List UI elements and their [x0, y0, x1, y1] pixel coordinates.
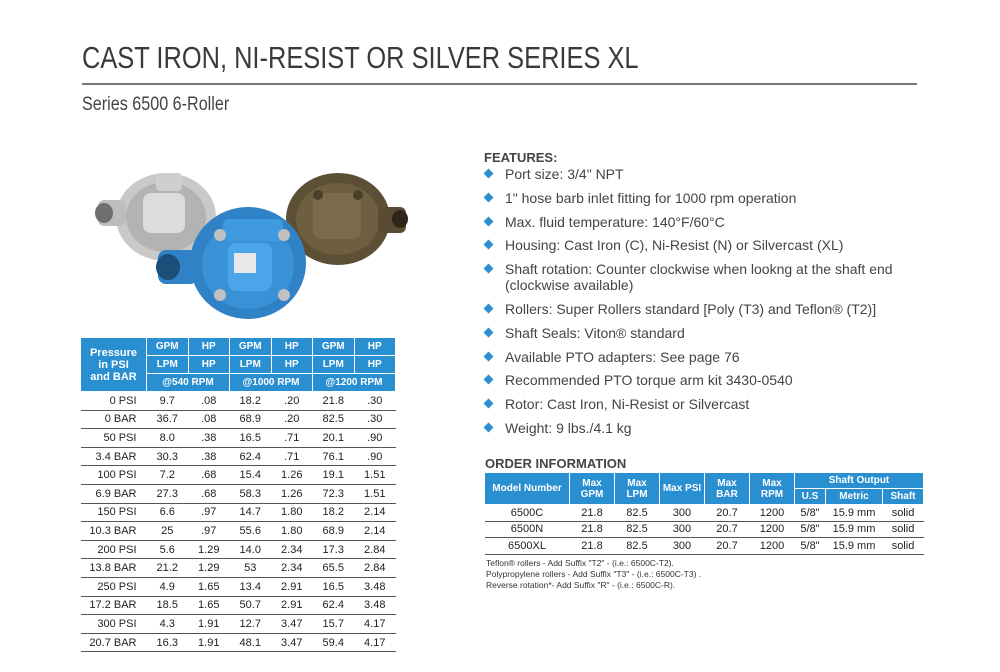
table-cell: 82.5	[313, 410, 355, 429]
order-info-heading: ORDER INFORMATION	[485, 456, 627, 471]
order-header: Max RPM	[750, 473, 795, 505]
pump-product-image	[88, 155, 408, 335]
unit-header: HP	[188, 338, 230, 356]
table-cell: .71	[271, 447, 313, 466]
table-cell: solid	[883, 505, 924, 522]
table-row	[81, 466, 396, 485]
unit-header: LPM	[147, 356, 189, 374]
diamond-bullet-icon	[484, 240, 494, 250]
table-cell: 13.4	[230, 577, 272, 596]
unit-header: HP	[354, 356, 396, 374]
table-cell: 1.26	[271, 466, 313, 485]
table-cell: .90	[354, 429, 396, 448]
order-header: Max GPM	[570, 473, 615, 505]
table-cell: 20.1	[313, 429, 355, 448]
feature-item	[484, 166, 924, 182]
feature-item	[484, 261, 924, 293]
table-cell: 1.26	[271, 484, 313, 503]
table-cell: 2.14	[354, 503, 396, 522]
table-row	[81, 392, 396, 411]
table-row	[81, 410, 396, 429]
unit-header: GPM	[230, 338, 272, 356]
pressure-label: 250 PSI	[81, 577, 147, 596]
table-row	[81, 429, 396, 448]
table-cell: 20.7	[705, 538, 750, 555]
table-cell: 2.84	[354, 559, 396, 578]
diamond-bullet-icon	[484, 327, 494, 337]
table-cell: 14.0	[230, 540, 272, 559]
table-cell: 1200	[750, 538, 795, 555]
table-cell: 20.7	[705, 521, 750, 538]
features-heading: FEATURES:	[484, 150, 558, 165]
table-cell: 18.5	[147, 596, 189, 615]
feature-item	[484, 301, 924, 317]
feature-text: Housing: Cast Iron (C), Ni-Resist (N) or Silvercast (XL)	[505, 237, 844, 254]
table-cell: .30	[354, 410, 396, 429]
table-cell: 3.48	[354, 596, 396, 615]
diamond-bullet-icon	[484, 399, 494, 409]
note-line: Teflon® rollers - Add Suffix "T2" - (i.e.: 6500C-T2).	[486, 558, 674, 568]
table-cell: 1.51	[354, 484, 396, 503]
shaft-sub-header: U.S	[795, 489, 826, 505]
table-cell: 16.3	[147, 633, 189, 652]
table-cell: 1.65	[188, 577, 230, 596]
diamond-bullet-icon	[484, 351, 494, 361]
table-row	[81, 484, 396, 503]
table-cell: 1.51	[354, 466, 396, 485]
table-cell: 5.6	[147, 540, 189, 559]
unit-header: HP	[271, 356, 313, 374]
table-cell: 4.3	[147, 615, 189, 634]
table-cell: 21.2	[147, 559, 189, 578]
table-cell: 17.3	[313, 540, 355, 559]
feature-text: Port size: 3/4" NPT	[505, 166, 624, 182]
rpm-header: @540 RPM	[147, 374, 230, 392]
unit-header: LPM	[313, 356, 355, 374]
table-row	[81, 559, 396, 578]
page-title: CAST IRON, NI-RESIST OR SILVER SERIES XL	[82, 40, 639, 75]
feature-text: Weight: 9 lbs./4.1 kg	[505, 419, 632, 436]
table-cell: 62.4	[230, 447, 272, 466]
table-cell: 1.80	[271, 522, 313, 541]
table-cell: 7.2	[147, 466, 189, 485]
table-cell: 76.1	[313, 447, 355, 466]
table-row	[485, 521, 924, 538]
table-cell: 19.1	[313, 466, 355, 485]
pressure-label: 50 PSI	[81, 429, 147, 448]
table-row	[485, 505, 924, 522]
table-row	[81, 577, 396, 596]
table-cell: 12.7	[230, 615, 272, 634]
pressure-label: 6.9 BAR	[81, 484, 147, 503]
feature-item	[484, 396, 924, 412]
feature-text: Available PTO adapters: See page 76	[505, 348, 740, 365]
pressure-header: Pressure in PSI and BAR	[81, 338, 147, 392]
table-cell: 300	[660, 538, 705, 555]
pressure-label: 20.7 BAR	[81, 633, 147, 652]
table-row	[81, 633, 396, 652]
table-cell: 6.6	[147, 503, 189, 522]
order-header: Max LPM	[615, 473, 660, 505]
diamond-bullet-icon	[484, 423, 494, 433]
table-cell: 1.91	[188, 615, 230, 634]
table-cell: .68	[188, 466, 230, 485]
pressure-performance-table	[80, 337, 396, 652]
table-cell: 82.5	[615, 505, 660, 522]
table-row	[81, 447, 396, 466]
table-cell: 20.7	[705, 505, 750, 522]
shaft-output-header: Shaft Output	[795, 473, 924, 489]
table-cell: 4.17	[354, 633, 396, 652]
table-cell: 82.5	[615, 538, 660, 555]
pressure-label: 10.3 BAR	[81, 522, 147, 541]
feature-item	[484, 190, 924, 206]
table-cell: 72.3	[313, 484, 355, 503]
table-cell: .20	[271, 392, 313, 411]
shaft-sub-header: Shaft	[883, 489, 924, 505]
table-cell: 2.14	[354, 522, 396, 541]
table-cell: 68.9	[313, 522, 355, 541]
table-cell: 9.7	[147, 392, 189, 411]
feature-text: Recommended PTO torque arm kit 3430-0540	[505, 372, 793, 389]
table-cell: 27.3	[147, 484, 189, 503]
note-line: Polypropylene rollers - Add Suffix "T3" - (i.e.: 6500C-T3) .	[486, 569, 702, 579]
table-cell: 18.2	[313, 503, 355, 522]
table-cell: 59.4	[313, 633, 355, 652]
table-cell: .08	[188, 410, 230, 429]
feature-item	[484, 372, 924, 388]
feature-item	[484, 349, 924, 365]
pressure-label: 0 BAR	[81, 410, 147, 429]
note-line: Reverse rotation*- Add Suffix "R" - (i.e.: 6500C-R).	[486, 580, 676, 590]
table-cell: 1.29	[188, 559, 230, 578]
table-cell: 1.29	[188, 540, 230, 559]
table-row	[81, 522, 396, 541]
table-cell: 25	[147, 522, 189, 541]
diamond-bullet-icon	[484, 216, 494, 226]
feature-item	[484, 325, 924, 341]
table-row	[485, 538, 924, 555]
pressure-label: 3.4 BAR	[81, 447, 147, 466]
table-cell: 16.5	[230, 429, 272, 448]
table-cell: 14.7	[230, 503, 272, 522]
table-cell: 62.4	[313, 596, 355, 615]
pressure-label: 200 PSI	[81, 540, 147, 559]
table-cell: 15.9 mm	[826, 521, 883, 538]
page-subtitle: Series 6500 6-Roller	[82, 94, 230, 115]
table-cell: 55.6	[230, 522, 272, 541]
pressure-label: 300 PSI	[81, 615, 147, 634]
order-header: Model Number	[485, 473, 570, 505]
table-cell: 16.5	[313, 577, 355, 596]
table-cell: 21.8	[313, 392, 355, 411]
order-notes	[486, 558, 701, 591]
table-cell: 36.7	[147, 410, 189, 429]
table-cell: 1.65	[188, 596, 230, 615]
table-cell: 1200	[750, 521, 795, 538]
feature-item	[484, 420, 924, 436]
table-cell: 1.91	[188, 633, 230, 652]
table-cell: solid	[883, 538, 924, 555]
table-cell: .71	[271, 429, 313, 448]
rpm-header: @1200 RPM	[313, 374, 396, 392]
unit-header: GPM	[147, 338, 189, 356]
unit-header: HP	[271, 338, 313, 356]
order-header: Max PSI	[660, 473, 705, 505]
table-cell: 15.7	[313, 615, 355, 634]
feature-text: Rollers: Super Rollers standard [Poly (T3) and Teflon® (T2)]	[505, 300, 877, 317]
table-cell: 1200	[750, 505, 795, 522]
table-cell: .38	[188, 429, 230, 448]
feature-text: Shaft rotation: Counter clockwise when lookng at the shaft end (clockwise available)	[505, 261, 893, 294]
diamond-bullet-icon	[484, 375, 494, 385]
table-cell: 15.4	[230, 466, 272, 485]
table-cell: 2.91	[271, 596, 313, 615]
table-cell: 5/8"	[795, 505, 826, 522]
table-cell: 2.84	[354, 540, 396, 559]
feature-text: Max. fluid temperature: 140°F/60°C	[505, 213, 725, 230]
pressure-label: 0 PSI	[81, 392, 147, 411]
table-cell: 53	[230, 559, 272, 578]
table-cell: .90	[354, 447, 396, 466]
model-number: 6500C	[485, 505, 570, 522]
feature-text: Shaft Seals: Viton® standard	[505, 324, 685, 341]
table-cell: 3.47	[271, 633, 313, 652]
order-information-table	[484, 472, 924, 555]
table-cell: 18.2	[230, 392, 272, 411]
table-cell: 5/8"	[795, 521, 826, 538]
table-cell: 2.91	[271, 577, 313, 596]
table-cell: .38	[188, 447, 230, 466]
table-cell: 68.9	[230, 410, 272, 429]
table-cell: .08	[188, 392, 230, 411]
unit-header: HP	[354, 338, 396, 356]
table-cell: 1.80	[271, 503, 313, 522]
feature-item	[484, 237, 924, 253]
table-cell: .30	[354, 392, 396, 411]
feature-text: Rotor: Cast Iron, Ni-Resist or Silvercast	[505, 396, 750, 413]
diamond-bullet-icon	[484, 169, 494, 179]
unit-header: LPM	[230, 356, 272, 374]
pressure-label: 150 PSI	[81, 503, 147, 522]
unit-header: GPM	[313, 338, 355, 356]
table-cell: 4.17	[354, 615, 396, 634]
table-cell: .20	[271, 410, 313, 429]
table-row	[81, 596, 396, 615]
table-cell: 2.34	[271, 559, 313, 578]
table-cell: .68	[188, 484, 230, 503]
table-cell: 48.1	[230, 633, 272, 652]
table-cell: .97	[188, 503, 230, 522]
feature-text: 1" hose barb inlet fitting for 1000 rpm operation	[505, 189, 797, 206]
table-row	[81, 540, 396, 559]
table-cell: 30.3	[147, 447, 189, 466]
title-divider	[82, 83, 917, 85]
table-row	[81, 503, 396, 522]
diamond-bullet-icon	[484, 192, 494, 202]
shaft-sub-header: Metric	[826, 489, 883, 505]
table-cell: 3.47	[271, 615, 313, 634]
unit-header: HP	[188, 356, 230, 374]
diamond-bullet-icon	[484, 264, 494, 274]
pressure-label: 13.8 BAR	[81, 559, 147, 578]
table-cell: 5/8"	[795, 538, 826, 555]
feature-item	[484, 214, 924, 230]
table-cell: 2.34	[271, 540, 313, 559]
table-cell: 300	[660, 521, 705, 538]
features-list	[484, 166, 924, 444]
table-cell: 50.7	[230, 596, 272, 615]
table-cell: 8.0	[147, 429, 189, 448]
model-number: 6500XL	[485, 538, 570, 555]
model-number: 6500N	[485, 521, 570, 538]
diamond-bullet-icon	[484, 304, 494, 314]
table-cell: solid	[883, 521, 924, 538]
table-cell: .97	[188, 522, 230, 541]
table-cell: 15.9 mm	[826, 505, 883, 522]
table-cell: 21.8	[570, 505, 615, 522]
table-cell: 21.8	[570, 521, 615, 538]
order-header: Max BAR	[705, 473, 750, 505]
table-cell: 15.9 mm	[826, 538, 883, 555]
pressure-label: 17.2 BAR	[81, 596, 147, 615]
table-cell: 65.5	[313, 559, 355, 578]
table-cell: 82.5	[615, 521, 660, 538]
table-cell: 21.8	[570, 538, 615, 555]
table-cell: 300	[660, 505, 705, 522]
table-cell: 58.3	[230, 484, 272, 503]
table-cell: 4.9	[147, 577, 189, 596]
pressure-label: 100 PSI	[81, 466, 147, 485]
rpm-header: @1000 RPM	[230, 374, 313, 392]
table-cell: 3.48	[354, 577, 396, 596]
table-row	[81, 615, 396, 634]
